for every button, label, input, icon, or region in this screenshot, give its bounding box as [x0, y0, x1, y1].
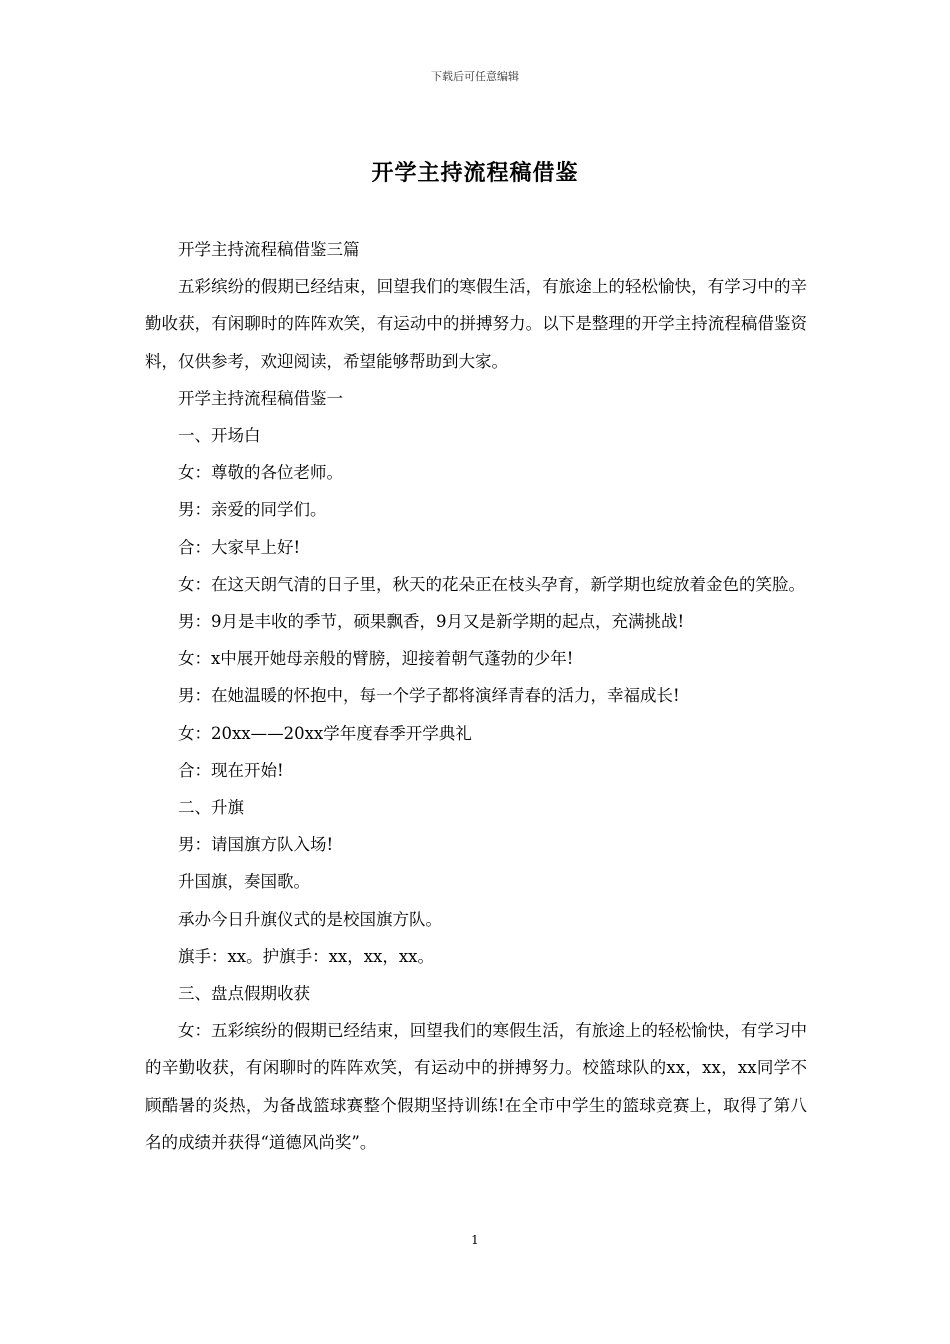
paragraph: 承办今日升旗仪式的是校国旗方队。	[178, 909, 442, 929]
section-heading: 一、开场白	[178, 426, 261, 446]
paragraph: 五彩缤纷的假期已经结束，回望我们的寒假生活，有旅途上的轻松愉快，有学习中的辛勤收获，有闲聊时的阵阵欢笑，有运动中的拼搏努力。以下是整理的开学主持流程稿借鉴资料，仅供参考，欢迎阅读，希望能够帮助到大家。	[145, 277, 807, 371]
section-heading: 三、盘点假期收获	[178, 984, 310, 1004]
paragraph: 女：尊敬的各位老师。	[178, 463, 343, 483]
paragraph: 男：9月是丰收的季节，硕果飘香，9月又是新学期的起点，充满挑战!	[178, 612, 685, 632]
section-heading: 二、升旗	[178, 798, 244, 818]
paragraph: 合：大家早上好!	[178, 537, 301, 557]
paragraph: 女：x中展开她母亲般的臂膀，迎接着朝气蓬勃的少年!	[178, 649, 574, 669]
paragraph: 升国旗，奏国歌。	[178, 872, 310, 892]
paragraph: 旗手：xx。护旗手：xx，xx，xx。	[178, 946, 434, 966]
paragraph: 开学主持流程稿借鉴三篇	[178, 240, 360, 259]
paragraph: 女：五彩缤纷的假期已经结束，回望我们的寒假生活，有旅途上的轻松愉快，有学习中的辛勤收获，有闲聊时的阵阵欢笑，有运动中的拼搏努力。校篮球队的xx，xx，xx同学不顾酷暑的炎热，为备战篮球赛整个假期坚持训练!在全市中学生的篮球竞赛上，取得了第八名的成绩并获得“道德风尚奖”。	[145, 1021, 807, 1152]
paragraph: 合：现在开始!	[178, 760, 284, 780]
paragraph: 男：请国旗方队入场!	[178, 835, 334, 855]
page-number: 1	[471, 1233, 479, 1247]
paragraph: 女：在这天朗气清的日子里，秋天的花朵正在枝头孕育，新学期也绽放着金色的笑脸。	[178, 574, 805, 594]
paragraph: 男：在她温暖的怀抱中，每一个学子都将演绎青春的活力，幸福成长!	[178, 686, 680, 706]
document-title: 开学主持流程稿借鉴	[371, 160, 579, 186]
document-body	[145, 231, 807, 1161]
paragraph: 开学主持流程稿借鉴一	[178, 388, 343, 408]
paragraph: 男：亲爱的同学们。	[178, 500, 327, 520]
paragraph: 女：20xx——20xx学年度春季开学典礼	[178, 723, 472, 743]
header-note: 下载后可任意编辑	[431, 70, 519, 83]
